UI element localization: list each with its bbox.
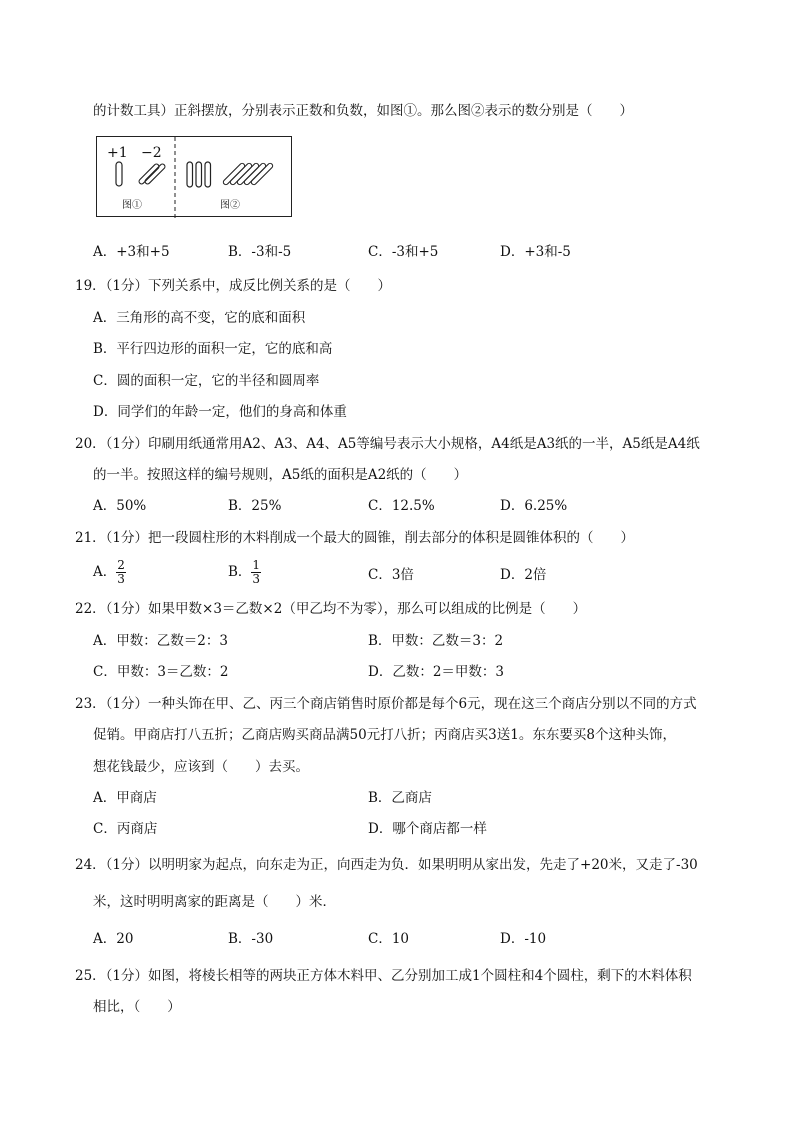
q21-stem: 21．（1分）把一段圆柱形的木料削成一个最大的圆锥，削去部分的体积是圆锥体积的（ ） [75,530,635,546]
slanted-rod [144,163,166,185]
q18-continuation: 的计数工具）正斜摆放，分别表示正数和负数，如图①。那么图②表示的数分别是（ ） [93,103,633,119]
q22-option-b[interactable]: B．甲数：乙数＝3：2 [368,633,504,649]
q19-option-d[interactable]: D．同学们的年龄一定，他们的身高和体重 [93,404,347,420]
upright-rod [205,162,211,187]
minus-two-label: −2 [141,145,162,161]
q20-option-c[interactable]: C．12.5% [368,498,435,514]
numerator: 1 [252,558,261,572]
q23-option-d[interactable]: D．哪个商店都一样 [368,821,487,837]
option-prefix: A． [93,564,117,580]
option-prefix: B． [228,564,252,580]
slanted-rods-group [138,163,160,185]
figure-1-caption: 图① [122,200,142,211]
q23-stem-line2: 促销。甲商店打八五折；乙商店购买商品满50元打八折；丙商店买3送1。东东要买8个这种头饰， [93,727,676,743]
q24-option-b[interactable]: B．-30 [228,931,274,947]
counting-rods-diagram [97,137,293,218]
q22-option-a[interactable]: A．甲数：乙数＝2：3 [93,633,228,649]
q19-option-c[interactable]: C．圆的面积一定，它的半径和圆周率 [93,373,320,389]
q25-stem-line2: 相比，（ ） [93,999,181,1015]
q19-option-b[interactable]: B．平行四边形的面积一定，它的底和高 [93,341,333,357]
slanted-rod [138,163,160,185]
q25-stem-line1: 25．（1分）如图，将棱长相等的两块正方体木料甲、乙分别加工成1个圆柱和4个圆柱，剩下的木料体积 [75,968,692,984]
slanted-rod [243,162,266,185]
q22-stem: 22．（1分）如果甲数×3＝乙数×2（甲乙均不为零），那么可以组成的比例是（ ） [75,601,587,617]
plus-one-label: +1 [107,145,128,161]
q23-stem-line3: 想花钱最少，应该到（ ）去买。 [93,759,309,775]
denominator: 3 [117,572,125,586]
q18-option-b[interactable]: B．-3和-5 [228,244,292,260]
q18-option-a[interactable]: A．+3和+5 [93,244,170,260]
q24-option-c[interactable]: C．10 [368,931,410,947]
q18-option-c[interactable]: C．-3和+5 [368,244,439,260]
slanted-rod [229,162,252,185]
q23-option-c[interactable]: C．丙商店 [93,821,158,837]
figure-2-caption: 图② [220,200,240,211]
q23-option-a[interactable]: A．甲商店 [93,790,157,806]
fraction [116,559,126,586]
q21-option-b[interactable] [228,558,261,586]
slanted-rod [222,162,245,185]
q24-stem-line2: 米，这时明明离家的距离是（ ）米． [93,894,336,910]
q18-option-d[interactable]: D．+3和-5 [500,244,571,260]
fraction [251,559,261,586]
q22-option-d[interactable]: D．乙数：2＝甲数：3 [368,664,505,680]
q21-option-c[interactable]: C．3倍 [368,567,414,583]
q19-stem: 19．（1分）下列关系中，成反比例关系的是（ ） [75,278,392,294]
q20-stem-line2: 的一半。按照这样的编号规则，A5纸的面积是A2纸的（ ） [93,467,468,483]
q20-option-a[interactable]: A．50% [93,498,147,514]
slanted-rod [236,162,259,185]
q20-stem-line1: 20．（1分）印刷用纸通常用A2、A3、A4、A5等编号表示大小规格，A4纸是A3纸的一半，A5纸是A4纸 [75,436,700,452]
q20-option-d[interactable]: D．6.25% [500,498,568,514]
upright-rod [187,162,193,187]
q24-option-d[interactable]: D．-10 [500,931,547,947]
q20-option-b[interactable]: B．25% [228,498,282,514]
q21-option-d[interactable]: D．2倍 [500,567,547,583]
q24-stem-line1: 24．（1分）以明明家为起点，向东走为正，向西走为负．如果明明从家出发，先走了+20米，又走了-30 [75,857,698,873]
q23-stem-line1: 23．（1分）一种头饰在甲、乙、丙三个商店销售时原价都是每个6元，现在这三个商店分别以不同的方式 [75,696,697,712]
denominator: 3 [252,572,261,586]
upright-rod [196,162,202,187]
q19-option-a[interactable]: A．三角形的高不变，它的底和面积 [93,310,306,326]
q21-option-a[interactable] [93,558,126,586]
q22-option-c[interactable]: C．甲数：3＝乙数：2 [93,664,229,680]
q18-figure [96,136,292,217]
slanted-rod [250,162,273,185]
q24-option-a[interactable]: A．20 [93,931,134,947]
upright-rod [116,162,122,186]
q23-option-b[interactable]: B．乙商店 [368,790,432,806]
numerator: 2 [117,558,125,572]
